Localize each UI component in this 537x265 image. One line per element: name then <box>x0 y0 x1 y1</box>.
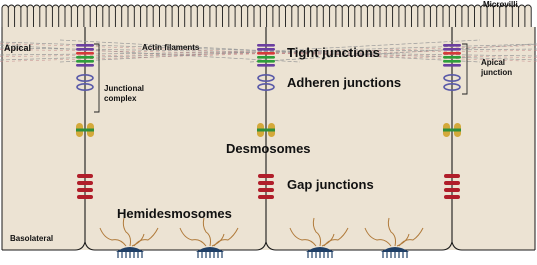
hemidesmosomes-label: Hemidesmosomes <box>117 206 232 221</box>
adheren-junctions-label: Adheren junctions <box>287 75 402 90</box>
gap-junction-channel <box>77 195 93 199</box>
junctional-complex-label-line2: complex <box>104 94 137 103</box>
tight-junction-strand <box>443 64 461 67</box>
gap-junction-channel <box>444 195 460 199</box>
tight-junction-strand <box>76 44 94 47</box>
actin-filaments-label: Actin filaments <box>142 43 200 52</box>
tight-junction-strand <box>443 56 461 59</box>
tight-junction-strand <box>76 56 94 59</box>
gap-junction-channel <box>444 181 460 185</box>
microvilli-fill <box>2 5 535 27</box>
desmosome-core <box>76 129 94 132</box>
microvilli-label: Microvilli <box>483 0 518 9</box>
tight-junction-strand <box>76 52 94 55</box>
tight-junctions-label: Tight junctions <box>287 45 380 60</box>
basolateral-label: Basolateral <box>10 234 54 243</box>
basement-space <box>0 251 537 260</box>
gap-junction-channel <box>444 188 460 192</box>
desmosome-core <box>257 129 275 132</box>
gap-junction-channel <box>444 174 460 178</box>
tight-junction-strand <box>76 64 94 67</box>
microvilli-layer <box>2 5 535 27</box>
gap-junction-channel <box>77 188 93 192</box>
gap-junction-channel <box>258 188 274 192</box>
tight-junction-strand <box>257 48 275 51</box>
apical-label: Apical <box>4 43 32 53</box>
gap-junctions-label: Gap junctions <box>287 177 374 192</box>
gap-junction-channel <box>258 174 274 178</box>
tight-junction-strand <box>443 52 461 55</box>
gap-junction-channel <box>77 174 93 178</box>
tight-junction-strand <box>257 56 275 59</box>
tight-junction-strand <box>443 48 461 51</box>
apical-junction-label-line2: junction <box>481 68 513 77</box>
tight-junction-strand <box>257 64 275 67</box>
tight-junction-strand <box>443 44 461 47</box>
desmosomes-label: Desmosomes <box>226 141 311 156</box>
tight-junction-strand <box>76 60 94 63</box>
junctional-complex-label-line1: Junctional <box>104 84 145 93</box>
tight-junction-strand <box>443 60 461 63</box>
tight-junction-strand <box>257 52 275 55</box>
gap-junction-channel <box>258 181 274 185</box>
apical-junction-label-line1: Apical <box>481 58 506 67</box>
gap-junction-channel <box>77 181 93 185</box>
desmosome-core <box>443 129 461 132</box>
tight-junction-strand <box>76 48 94 51</box>
tight-junction-strand <box>257 60 275 63</box>
gap-junction-channel <box>258 195 274 199</box>
tight-junction-strand <box>257 44 275 47</box>
